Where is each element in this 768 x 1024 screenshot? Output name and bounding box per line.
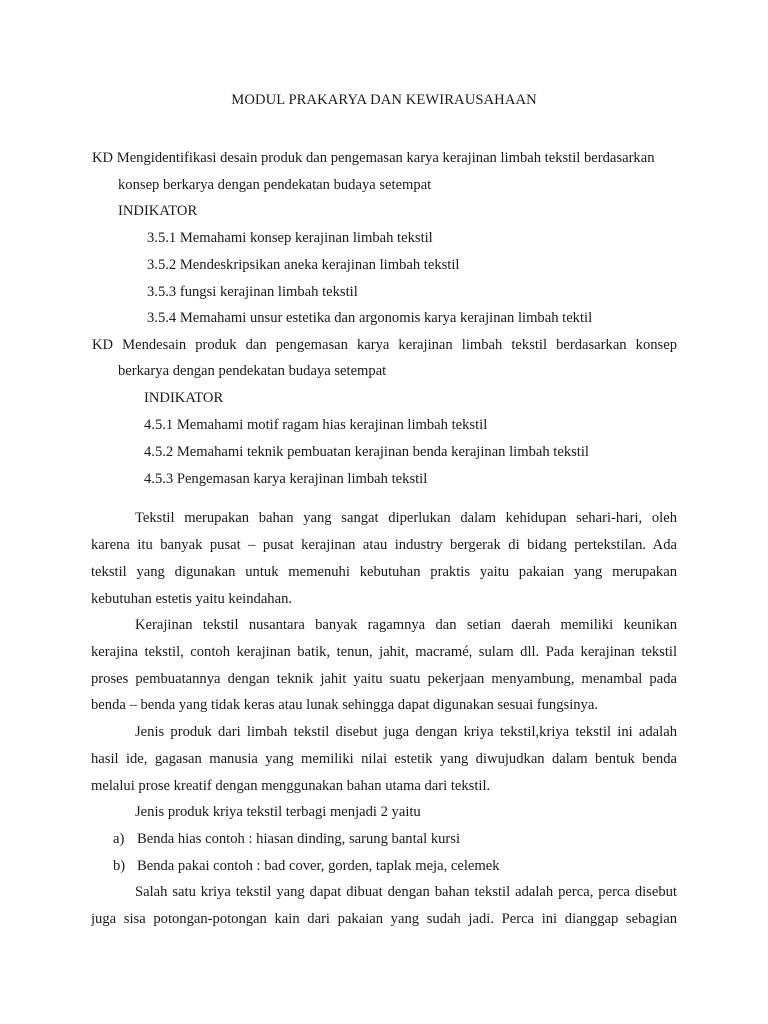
paragraph-1-line: karena itu banyak pusat – pusat kerajinan atau industry bergerak di bidang pertekstilan. Ada	[91, 537, 677, 553]
paragraph-3-line: Jenis produk dari limbah tekstil disebut juga dengan kriya tekstil,kriya tekstil ini adalah	[135, 724, 677, 740]
kd1-indicator-item: 3.5.4 Memahami unsur estetika dan argonomis karya kerajinan limbah tektil	[147, 310, 593, 326]
kd2-indicator-item: 4.5.1 Memahami motif ragam hias kerajinan limbah tekstil	[144, 417, 488, 433]
list-marker: a)	[113, 831, 125, 847]
kd2-indicator-item: 4.5.3 Pengemasan karya kerajinan limbah tekstil	[144, 471, 428, 487]
paragraph-5-line: Salah satu kriya tekstil yang dapat dibuat dengan bahan tekstil adalah perca, perca disebut	[135, 884, 677, 900]
list-marker: b)	[113, 858, 126, 874]
paragraph-1-line: tekstil yang digunakan untuk memenuhi kebutuhan praktis yaitu pakaian yang merupakan	[91, 564, 677, 580]
kd2-indikator-label: INDIKATOR	[144, 390, 224, 406]
paragraph-5-line: juga sisa potongan-potongan kain dari pakaian yang sudah jadi. Perca ini dianggap sebagian	[91, 911, 677, 927]
kd2-line-2: berkarya dengan pendekatan budaya setempat	[118, 363, 387, 379]
kd2-indicator-item: 4.5.2 Memahami teknik pembuatan kerajinan benda kerajinan limbah tekstil	[144, 444, 589, 460]
paragraph-3-line: hasil ide, gagasan manusia yang memiliki nilai estetik yang diwujudkan dalam bentuk benda	[91, 751, 677, 767]
paragraph-3-line: melalui prose kreatif dengan menggunakan bahan utama dari tekstil.	[91, 778, 491, 794]
paragraph-4-line: Jenis produk kriya tekstil terbagi menjadi 2 yaitu	[135, 804, 421, 820]
document-title: MODUL PRAKARYA DAN KEWIRAUSAHAAN	[231, 92, 537, 108]
kd1-line-2: konsep berkarya dengan pendekatan budaya setempat	[118, 177, 432, 193]
list-item-text: Benda hias contoh : hiasan dinding, sarung bantal kursi	[137, 831, 461, 847]
paragraph-2-line: kerajina tekstil, contoh kerajinan batik, tenun, jahit, macramé, sulam dll. Pada kerajinan tekstil	[91, 644, 677, 660]
paragraph-2-line: Kerajinan tekstil nusantara banyak ragamnya dan setian daerah memiliki keunikan	[135, 617, 677, 633]
kd1-indicator-item: 3.5.1 Memahami konsep kerajinan limbah tekstil	[147, 230, 433, 246]
kd1-indicator-item: 3.5.3 fungsi kerajinan limbah tekstil	[147, 284, 358, 300]
paragraph-1-line: kebutuhan estetis yaitu keindahan.	[91, 591, 293, 607]
paragraph-2-line: proses pembuatannya dengan teknik jahit yaitu suatu pekerjaan menyambung, menambal pada	[91, 671, 677, 687]
kd1-indikator-label: INDIKATOR	[118, 203, 198, 219]
list-item-text: Benda pakai contoh : bad cover, gorden, taplak meja, celemek	[137, 858, 500, 874]
kd1-line-1: KD Mengidentifikasi desain produk dan pengemasan karya kerajinan limbah tekstil berdasarkan	[92, 150, 655, 166]
paragraph-2-line: benda – benda yang tidak keras atau lunak sehingga dapat digunakan sesuai fungsinya.	[91, 697, 598, 713]
kd2-line-1: KD Mendesain produk dan pengemasan karya kerajinan limbah tekstil berdasarkan konsep	[92, 337, 677, 353]
paragraph-1-line: Tekstil merupakan bahan yang sangat diperlukan dalam kehidupan sehari-hari, oleh	[135, 510, 677, 526]
kd1-indicator-item: 3.5.2 Mendeskripsikan aneka kerajinan limbah tekstil	[147, 257, 460, 273]
